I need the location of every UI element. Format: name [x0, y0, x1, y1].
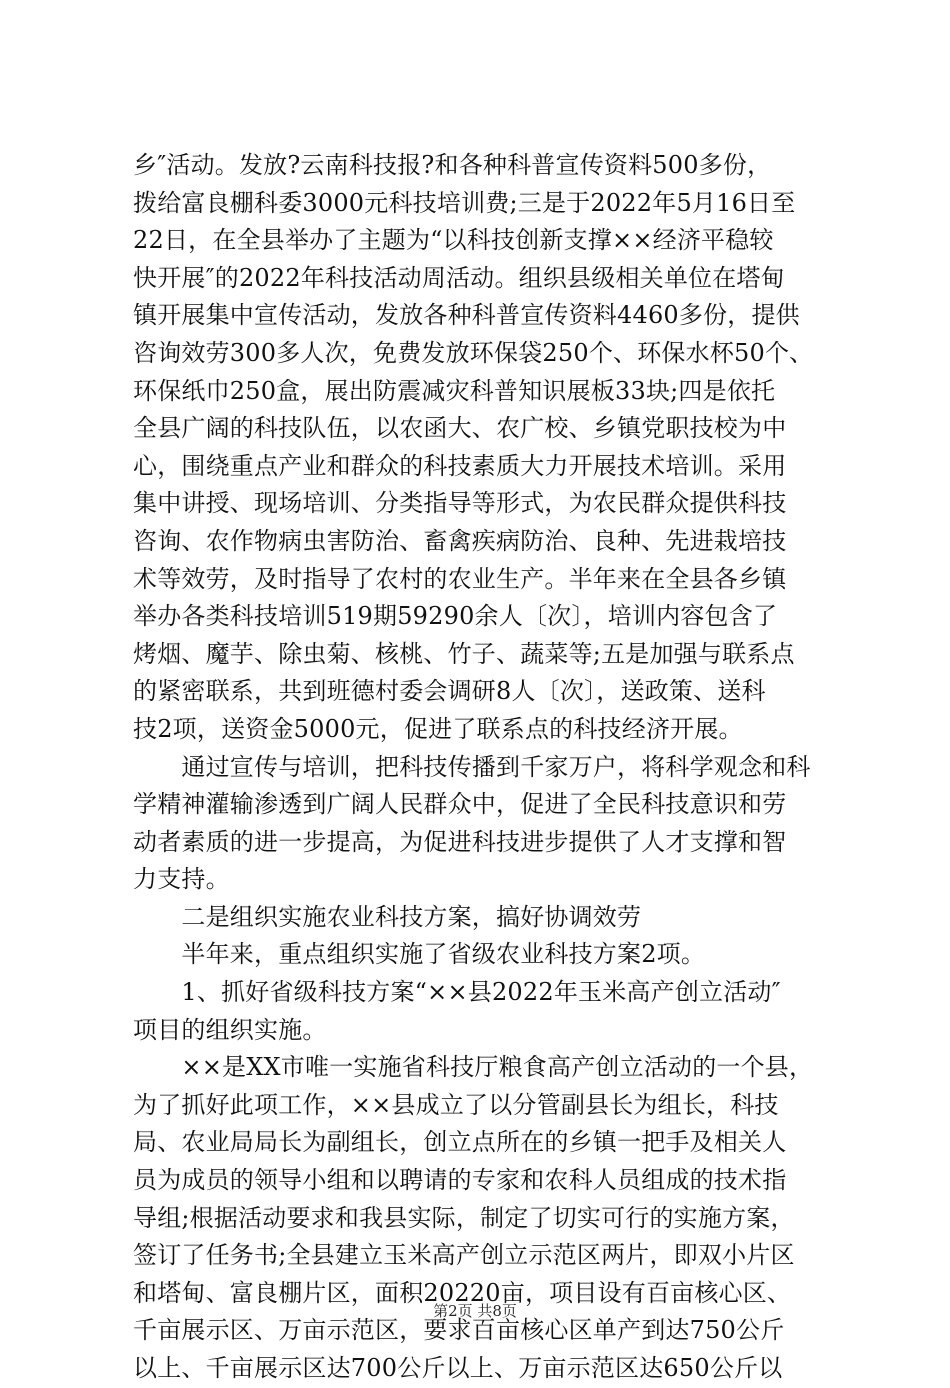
text-line: 快开展″的2022年科技活动周活动。组织县级相关单位在塔甸 — [133, 263, 785, 292]
subsection-heading: 1、抓好省级科技方案“××县2022年玉米高产创立活动″ — [133, 978, 781, 1007]
text-line: 项目的组织实施。 — [133, 1015, 327, 1044]
text-line: 动者素质的进一步提高，为促进科技进步提供了人才支撑和智 — [133, 827, 787, 856]
text-line: 员为成员的领导小组和以聘请的专家和农科人员组成的技术指 — [133, 1166, 787, 1195]
text-line: 烤烟、魔芋、除虫菊、核桃、竹子、蔬菜等;五是加强与联系点 — [133, 639, 795, 668]
section-heading: 二是组织实施农业科技方案，搞好协调效劳 — [133, 902, 642, 931]
text-line: 的紧密联系，共到班德村委会调研8人〔次〕，送政策、送科 — [133, 677, 766, 706]
text-line: 22日，在全县举办了主题为“以科技创新支撑××经济平稳较 — [133, 226, 774, 255]
text-line: ××是XX市唯一实施省科技厅粮食高产创立活动的一个县， — [133, 1053, 814, 1082]
text-line: 千亩展示区、万亩示范区，要求百亩核心区单产到达750公斤 — [133, 1316, 785, 1345]
text-line: 术等效劳，及时指导了农村的农业生产。半年来在全县各乡镇 — [133, 564, 787, 593]
text-line: 导组;根据活动要求和我县实际，制定了切实可行的实施方案， — [133, 1203, 795, 1232]
text-line: 举办各类科技培训519期59290余人〔次〕，培训内容包含了 — [133, 602, 778, 631]
text-line: 半年来，重点组织实施了省级农业科技方案2项。 — [133, 940, 706, 969]
text-line: 通过宣传与培训，把科技传播到千家万户，将科学观念和科 — [133, 752, 811, 781]
text-line: 镇开展集中宣传活动，发放各种科普宣传资料4460多份，提供 — [133, 301, 800, 330]
text-line: 咨询效劳300多人次，免费发放环保袋250个、环保水杯50个、 — [133, 338, 814, 367]
text-line: 心，围绕重点产业和群众的科技素质大力开展技术培训。采用 — [133, 451, 787, 480]
text-line: 技2项，送资金5000元，促进了联系点的科技经济开展。 — [133, 714, 743, 743]
text-line: 和塔甸、富良棚片区，面积20220亩，项目设有百亩核心区、 — [133, 1278, 792, 1307]
text-line: 力支持。 — [133, 865, 230, 894]
text-line: 环保纸巾250盒，展出防震减灾科普知识展板33块;四是依托 — [133, 376, 776, 405]
document-body — [133, 147, 833, 1388]
text-line: 学精神灌输渗透到广阔人民群众中，促进了全民科技意识和劳 — [133, 790, 787, 819]
text-line: 以上、千亩展示区达700公斤以上、万亩示范区达650公斤以 — [133, 1354, 783, 1382]
text-line: 签订了任务书;全县建立玉米高产创立示范区两片，即双小片区 — [133, 1241, 795, 1270]
text-line: 集中讲授、现场培训、分类指导等形式，为农民群众提供科技 — [133, 489, 787, 518]
text-line: 拨给富良棚科委3000元科技培训费;三是于2022年5月16日至 — [133, 188, 796, 217]
page-number-footer: 第2页 共8页 — [433, 1302, 517, 1320]
text-line: 局、农业局局长为副组长，创立点所在的乡镇一把手及相关人 — [133, 1128, 787, 1157]
text-line: 为了抓好此项工作，××县成立了以分管副县长为组长，科技 — [133, 1090, 779, 1119]
text-line: 乡″活动。发放?云南科技报?和各种科普宣传资料500多份， — [133, 151, 772, 179]
text-line: 咨询、农作物病虫害防治、畜禽疾病防治、良种、先进栽培技 — [133, 526, 787, 555]
text-line: 全县广阔的科技队伍，以农函大、农广校、乡镇党职技校为中 — [133, 414, 787, 443]
